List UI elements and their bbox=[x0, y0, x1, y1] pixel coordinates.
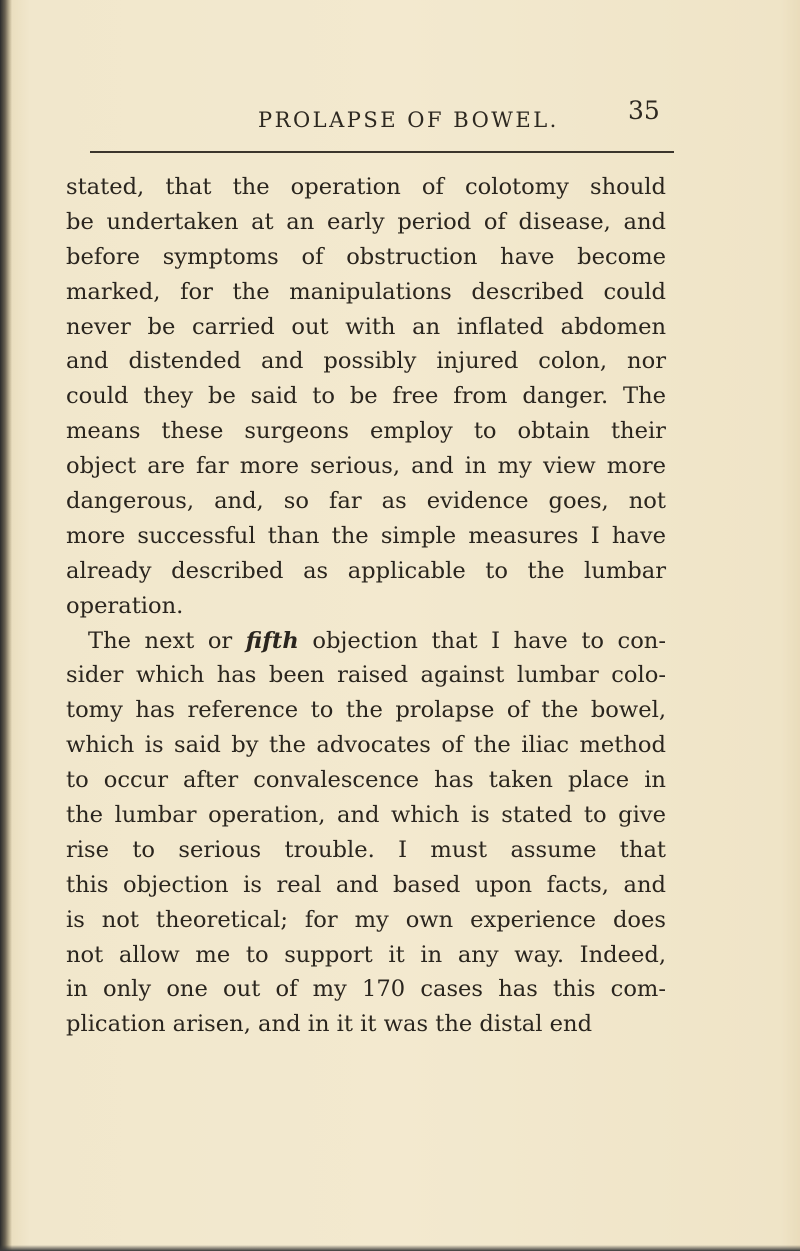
text-line: already described as applicable to the lumbar bbox=[66, 557, 666, 584]
text-line: more successful than the simple measures I have bbox=[66, 522, 666, 549]
text-line: rise to serious trouble. I must assume that bbox=[66, 836, 666, 863]
header-rule bbox=[90, 151, 674, 153]
text-line: could they be said to be free from danger. The bbox=[66, 383, 666, 410]
text-line: object are far more serious, and in my view more bbox=[66, 453, 666, 480]
text-line: sider which has been raised against lumbar colo- bbox=[66, 662, 666, 689]
text-line: be undertaken at an early period of disease, and bbox=[66, 208, 666, 235]
text-line: stated, that the operation of colotomy should bbox=[66, 174, 666, 200]
running-title: PROLAPSE OF BOWEL. bbox=[258, 108, 559, 132]
page-bottom-edge bbox=[0, 1245, 800, 1251]
text-line: dangerous, and, so far as evidence goes, not bbox=[66, 488, 666, 515]
text-line: this objection is real and based upon facts, and bbox=[66, 871, 666, 898]
text-line: the lumbar operation, and which is stated to give bbox=[66, 802, 666, 829]
text-line: before symptoms of obstruction have become bbox=[66, 243, 666, 270]
text-run: objection that I have to con- bbox=[298, 627, 666, 654]
book-spine-edge bbox=[0, 0, 12, 1251]
page-header bbox=[258, 96, 658, 136]
text-run: The next or bbox=[88, 627, 246, 654]
text-line: is not theoretical; for my own experience does bbox=[66, 906, 666, 933]
text-line: to occur after convalescence has taken place in bbox=[66, 767, 666, 794]
text-line: not allow me to support it in any way. Indeed, bbox=[66, 941, 666, 968]
body-text bbox=[66, 170, 666, 1042]
page-number: 35 bbox=[628, 96, 660, 125]
text-line: in only one out of my 170 cases has this com- bbox=[66, 976, 666, 1003]
text-line: tomy has reference to the prolapse of the bowel, bbox=[66, 697, 666, 724]
text-line: means these surgeons employ to obtain their bbox=[66, 418, 666, 445]
text-line: never be carried out with an inflated abdomen bbox=[66, 313, 666, 340]
text-line: which is said by the advocates of the iliac method bbox=[66, 732, 666, 759]
paragraph-end-line: operation. bbox=[66, 592, 184, 619]
text-line: plication arisen, and in it it was the distal end bbox=[66, 1011, 593, 1038]
text-line: marked, for the manipulations described could bbox=[66, 278, 666, 305]
text-line: and distended and possibly injured colon, nor bbox=[66, 348, 666, 375]
emphasis-text: fifth bbox=[245, 627, 299, 654]
paragraph-start-line bbox=[66, 624, 666, 659]
